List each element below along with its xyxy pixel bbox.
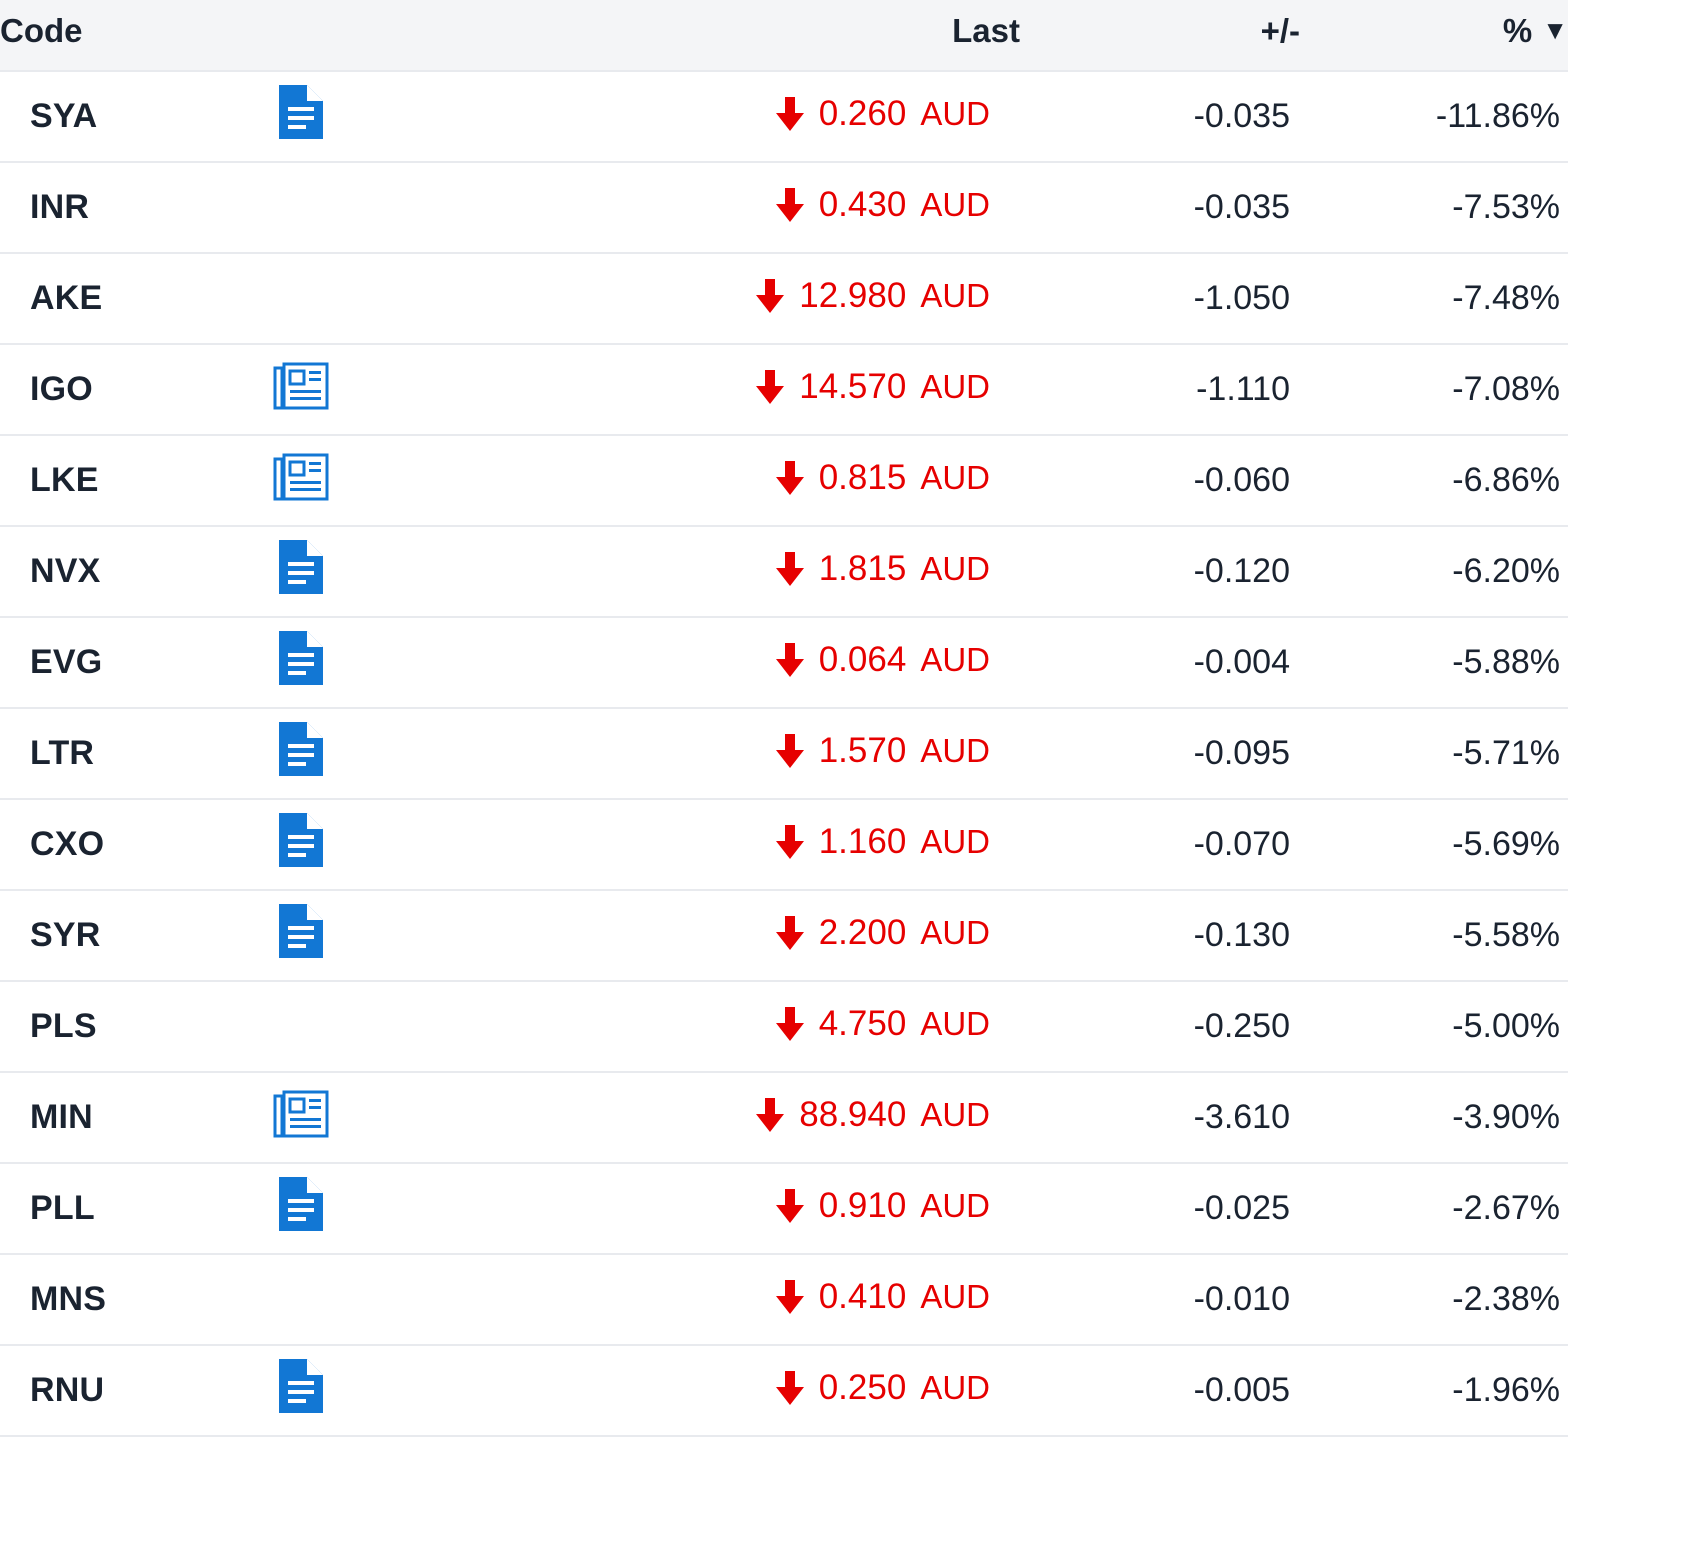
last-price-group [755,367,990,407]
column-header-change[interactable] [1020,0,1300,71]
announcement-document-icon[interactable] [273,84,329,140]
table-header [0,0,1568,71]
row-code[interactable]: EVG [30,643,103,681]
row-last-price-cell [430,1072,1020,1163]
row-percent-value: -1.96% [1452,1371,1560,1409]
announcement-document-icon[interactable] [273,903,329,959]
table-row[interactable] [0,71,1568,162]
last-price-group [775,1368,990,1408]
column-header-last-label: Last [952,12,1020,49]
row-percent-value: -5.58% [1452,916,1560,954]
announcement-document-icon[interactable] [273,1358,329,1414]
table-row[interactable] [0,1072,1568,1163]
row-change-value: -0.130 [1193,916,1290,954]
arrow-down-icon [755,279,785,313]
row-icon-cell [230,162,430,253]
row-code[interactable]: PLS [30,1007,97,1045]
row-last-price-cell [430,799,1020,890]
last-price-currency: AUD [920,185,990,223]
row-icon-cell [230,799,430,890]
last-price-value: 88.940 [799,1094,907,1134]
row-code[interactable]: SYA [30,97,98,135]
row-change-value: -1.050 [1193,279,1290,317]
row-icon-cell [230,344,430,435]
row-change-value: -0.004 [1193,643,1290,681]
arrow-down-icon [775,734,805,768]
row-percent-value: -5.00% [1452,1007,1560,1045]
table-header-row [0,0,1568,71]
row-percent-value: -6.20% [1452,552,1560,590]
last-price-currency: AUD [920,276,990,314]
last-price-value: 14.570 [799,366,907,406]
announcement-document-icon[interactable] [273,539,329,595]
table-row[interactable] [0,708,1568,799]
table-row[interactable] [0,162,1568,253]
last-price-value: 0.910 [818,1185,907,1225]
arrow-down-icon [775,552,805,586]
row-percent-value: -5.71% [1452,734,1560,772]
row-percent-value: -2.67% [1452,1189,1560,1227]
last-price-value: 12.980 [799,275,907,315]
last-price-group [775,458,990,498]
row-icon-cell [230,1163,430,1254]
news-icon[interactable] [273,1086,329,1142]
row-last-price-cell [430,890,1020,981]
arrow-down-icon [775,97,805,131]
last-price-currency: AUD [920,1004,990,1042]
row-code[interactable]: MIN [30,1098,93,1136]
row-code[interactable]: SYR [30,916,101,954]
announcement-document-icon[interactable] [273,630,329,686]
last-price-value: 0.430 [818,184,907,224]
last-price-value: 1.815 [818,548,907,588]
row-last-price-cell [430,1345,1020,1436]
row-code[interactable]: LTR [30,734,95,772]
arrow-down-icon [775,916,805,950]
last-price-group [775,913,990,953]
table-row[interactable] [0,981,1568,1072]
last-price-group [775,549,990,589]
row-percent-value: -11.86% [1435,97,1560,135]
table-row[interactable] [0,344,1568,435]
row-icon-cell [230,981,430,1072]
row-percent-value: -5.88% [1452,643,1560,681]
table-row[interactable] [0,1345,1568,1436]
table-row[interactable] [0,435,1568,526]
table-row[interactable] [0,1163,1568,1254]
last-price-group [775,1186,990,1226]
row-percent-value: -3.90% [1452,1098,1560,1136]
column-header-percent-label: % [1502,12,1533,49]
row-icon-cell [230,526,430,617]
table-body [0,71,1568,1436]
row-icon-cell [230,1254,430,1345]
row-percent-value: -5.69% [1452,825,1560,863]
column-header-code-label: Code [0,12,83,49]
row-change-value: -0.070 [1193,825,1290,863]
column-header-code[interactable] [0,0,230,71]
last-price-currency: AUD [920,94,990,132]
last-price-currency: AUD [920,731,990,769]
last-price-group [755,276,990,316]
column-header-change-label: +/- [1260,12,1300,49]
row-last-price-cell [430,435,1020,526]
last-price-group [775,1004,990,1044]
row-change-value: -0.250 [1193,1007,1290,1045]
row-last-price-cell [430,1163,1020,1254]
last-price-group [775,94,990,134]
row-change-value: -0.035 [1193,188,1290,226]
row-code[interactable]: INR [30,188,90,226]
last-price-group [755,1095,990,1135]
row-last-price-cell [430,344,1020,435]
arrow-down-icon [775,643,805,677]
row-change-value: -1.110 [1196,370,1290,408]
last-price-currency: AUD [920,913,990,951]
arrow-down-icon [775,1371,805,1405]
row-last-price-cell [430,1254,1020,1345]
news-icon[interactable] [273,358,329,414]
row-percent-value: -7.48% [1452,279,1560,317]
last-price-value: 2.200 [818,912,907,952]
arrow-down-icon [775,1007,805,1041]
row-code[interactable]: CXO [30,825,105,863]
table-row[interactable] [0,890,1568,981]
row-change-value: -0.005 [1193,1371,1290,1409]
last-price-value: 0.410 [818,1276,907,1316]
announcement-document-icon[interactable] [273,812,329,868]
announcement-document-icon[interactable] [273,1176,329,1232]
table-row[interactable] [0,799,1568,890]
news-icon[interactable] [273,449,329,505]
last-price-group [775,1277,990,1317]
row-icon-cell [230,435,430,526]
row-icon-cell [230,1345,430,1436]
row-percent-value: -7.53% [1452,188,1560,226]
last-price-currency: AUD [920,1277,990,1315]
arrow-down-icon [775,188,805,222]
table-row[interactable] [0,253,1568,344]
last-price-currency: AUD [920,1095,990,1133]
last-price-group [775,185,990,225]
last-price-currency: AUD [920,822,990,860]
table-row[interactable] [0,617,1568,708]
row-percent-value: -2.38% [1452,1280,1560,1318]
row-last-price-cell [430,162,1020,253]
row-icon-cell [230,890,430,981]
row-change-value: -0.035 [1193,97,1290,135]
row-percent-value: -7.08% [1452,370,1560,408]
row-code[interactable]: MNS [30,1280,107,1318]
row-change-value: -0.025 [1193,1189,1290,1227]
last-price-currency: AUD [920,549,990,587]
last-price-group [775,731,990,771]
last-price-currency: AUD [920,640,990,678]
row-icon-cell [230,708,430,799]
row-icon-cell [230,1072,430,1163]
last-price-value: 0.064 [818,639,907,679]
last-price-value: 4.750 [818,1003,907,1043]
row-change-value: -0.095 [1193,734,1290,772]
last-price-value: 1.570 [818,730,907,770]
arrow-down-icon [755,370,785,404]
last-price-value: 1.160 [818,821,907,861]
last-price-currency: AUD [920,367,990,405]
last-price-currency: AUD [920,458,990,496]
arrow-down-icon [775,461,805,495]
arrow-down-icon [755,1098,785,1132]
arrow-down-icon [775,825,805,859]
row-last-price-cell [430,708,1020,799]
row-change-value: -0.060 [1193,461,1290,499]
announcement-document-icon[interactable] [273,721,329,777]
row-percent-value: -6.86% [1452,461,1560,499]
row-last-price-cell [430,526,1020,617]
row-change-value: -3.610 [1193,1098,1290,1136]
row-last-price-cell [430,253,1020,344]
row-last-price-cell [430,981,1020,1072]
table-row[interactable] [0,1254,1568,1345]
row-code[interactable]: IGO [30,370,93,408]
column-header-icon [230,0,430,71]
column-header-last[interactable] [430,0,1020,71]
row-icon-cell [230,71,430,162]
row-last-price-cell [430,71,1020,162]
last-price-value: 0.260 [818,93,907,133]
arrow-down-icon [775,1189,805,1223]
sort-descending-caret-icon[interactable]: ▼ [1542,15,1568,45]
last-price-currency: AUD [920,1368,990,1406]
last-price-group [775,640,990,680]
last-price-value: 0.815 [818,457,907,497]
row-code[interactable]: PLL [30,1189,95,1227]
last-price-group [775,822,990,862]
last-price-value: 0.250 [818,1367,907,1407]
row-icon-cell [230,617,430,708]
row-code[interactable]: RNU [30,1371,105,1409]
table-row[interactable] [0,526,1568,617]
row-code[interactable]: NVX [30,552,101,590]
row-icon-cell [230,253,430,344]
row-change-value: -0.010 [1193,1280,1290,1318]
arrow-down-icon [775,1280,805,1314]
last-price-currency: AUD [920,1186,990,1224]
row-code[interactable]: LKE [30,461,99,499]
row-change-value: -0.120 [1193,552,1290,590]
row-last-price-cell [430,617,1020,708]
column-header-percent[interactable] [1300,0,1568,71]
row-code[interactable]: AKE [30,279,103,317]
